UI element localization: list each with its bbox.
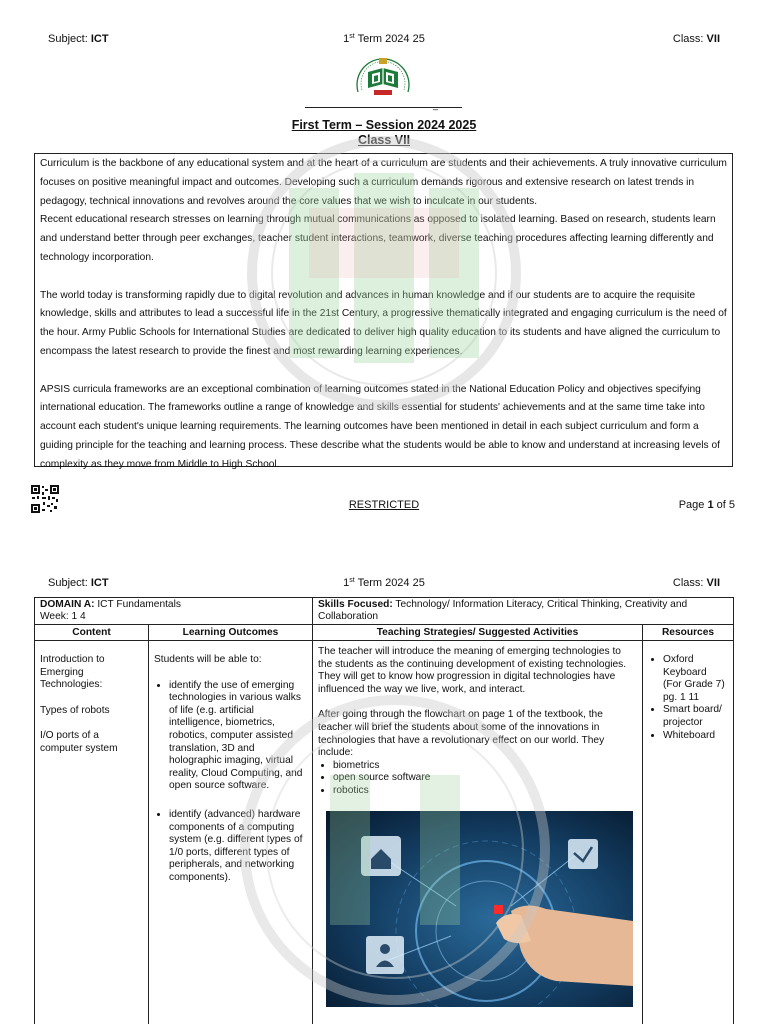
content-item: Types of robots — [40, 704, 110, 716]
emerging-technology-image — [326, 811, 633, 1007]
school-logo — [352, 52, 414, 102]
class-label: Class: VII — [672, 577, 720, 589]
strategy-list — [318, 760, 637, 798]
strategies-cell — [313, 641, 643, 1024]
page-gap — [0, 530, 768, 565]
list-item: • identify (advanced) hardware components of a computing system (e.g. different types of 1/0 ports, different types of peripherals, and networking components). — [169, 809, 307, 885]
resources-list — [648, 654, 728, 742]
column-header-strategies: Teaching Strategies/ Suggested Activities — [313, 625, 643, 641]
column-header-resources: Resources — [643, 625, 734, 641]
title-rule: – — [305, 107, 462, 108]
restricted-label: RESTRICTED — [348, 499, 420, 511]
document-page-2 — [0, 565, 768, 1024]
strategy-paragraph: The teacher will introduce the meaning of emerging technologies to the students as the continuing development of existing technologies. They will get to know how progression in digital technologies have influenced the way we live, work, and interact. — [318, 646, 627, 695]
column-header-content: Content — [35, 625, 149, 641]
term-label: 1st Term 2024 25 — [343, 577, 425, 589]
class-label: Class: VII — [672, 33, 720, 45]
domain-row — [35, 598, 734, 625]
outcomes-list — [154, 680, 307, 885]
list-item: • biometrics — [333, 760, 637, 773]
subject-label: Subject: ICT — [48, 33, 109, 45]
subject-label: Subject: ICT — [48, 577, 109, 589]
curriculum-intro-box — [34, 153, 733, 470]
list-item: • Whiteboard — [663, 730, 728, 743]
intro-paragraph: Recent educational research stresses on learning through mutual communications as opposed to isolated learning. Based on research, students learn and understand better through peer exchanges, teacher student interactions, teamwork, diverse teaching procedures affecting learning differently and technology incorporation. — [40, 214, 716, 263]
intro-paragraph: APSIS curricula frameworks are an exceptional combination of learning outcomes stated in the National Education Policy and objectives specifying international education. The frameworks outline a range of knowledge and skills essential for students' achievements and at the same time take into account each student's unique learning requirements. The learning outcomes have been mentioned in detail in each subject curriculum and form a guiding principle for the teaching and learning process. These describe what the students would be able to know and understand at increasing levels of complexity as they move from Middle to High School. — [40, 383, 720, 470]
intro-paragraph: The world today is transforming rapidly due to digital revolution and advances in human knowledge and if our students are to acquire the requisite knowledge, skills and attributes to lead a successful life in the 21st Century, a progressive thematically integrated and engaging curriculum is the need of the hour. Army Public Schools for International Studies are dedicated to deliver high quality education to its students and have aligned the curriculum to encompass the latest research to provide the finest and most rewarding learning experiences. — [40, 289, 727, 357]
outcomes-cell — [149, 641, 313, 1024]
domain-cell: DOMAIN A: ICT Fundamentals Week: 1 4 — [35, 598, 313, 625]
list-item: • Oxford Keyboard (For Grade 7) pg. 1 11 — [663, 654, 728, 704]
list-item: • open source software — [333, 772, 637, 785]
skills-cell: Skills Focused: Technology/ Information Literacy, Critical Thinking, Creativity and Collaboration — [313, 598, 734, 625]
resources-cell — [643, 641, 734, 1024]
class-title: Class VII — [357, 133, 411, 147]
document-title: First Term – Session 2024 2025 — [291, 118, 477, 132]
page-number: Page 1 of 5 — [678, 499, 735, 511]
term-label: 1st Term 2024 25 — [343, 33, 425, 45]
list-item: • identify the use of emerging technologies in various walks of life (e.g. artificial intelligence, biometrics, robotics, computer assisted translation, 3D and holographic imaging, virtual reality, Cloud Computing, and open source software. — [169, 680, 307, 793]
list-item: • Smart board/ projector — [663, 704, 728, 729]
content-item: I/O ports of a computer system — [40, 730, 118, 754]
column-header-outcomes: Learning Outcomes — [149, 625, 313, 641]
list-item: • robotics — [333, 785, 637, 798]
content-cell — [35, 641, 149, 1024]
intro-paragraph: Curriculum is the backbone of any educational system and at the heart of a curriculum are students and their achievements. A truly innovative curriculum focuses on positive meaningful impact and outcomes. Developing such a curriculum demands rigorous and extensive research on latest trends in pedagogy, technical innovations and revolves around the core values that we wish to inculcate in our students. — [40, 158, 727, 207]
content-item: Introduction to Emerging Technologies: — [40, 654, 105, 691]
strategy-paragraph: After going through the flowchart on page 1 of the textbook, the teacher will brief the students about some of the innovations in technologies that have a revolutionary effect on our world. They include: — [318, 709, 605, 759]
table-header-row — [35, 625, 734, 641]
table-row — [35, 641, 734, 1024]
outcomes-intro: Students will be able to: — [154, 654, 262, 665]
curriculum-table — [34, 597, 734, 1024]
